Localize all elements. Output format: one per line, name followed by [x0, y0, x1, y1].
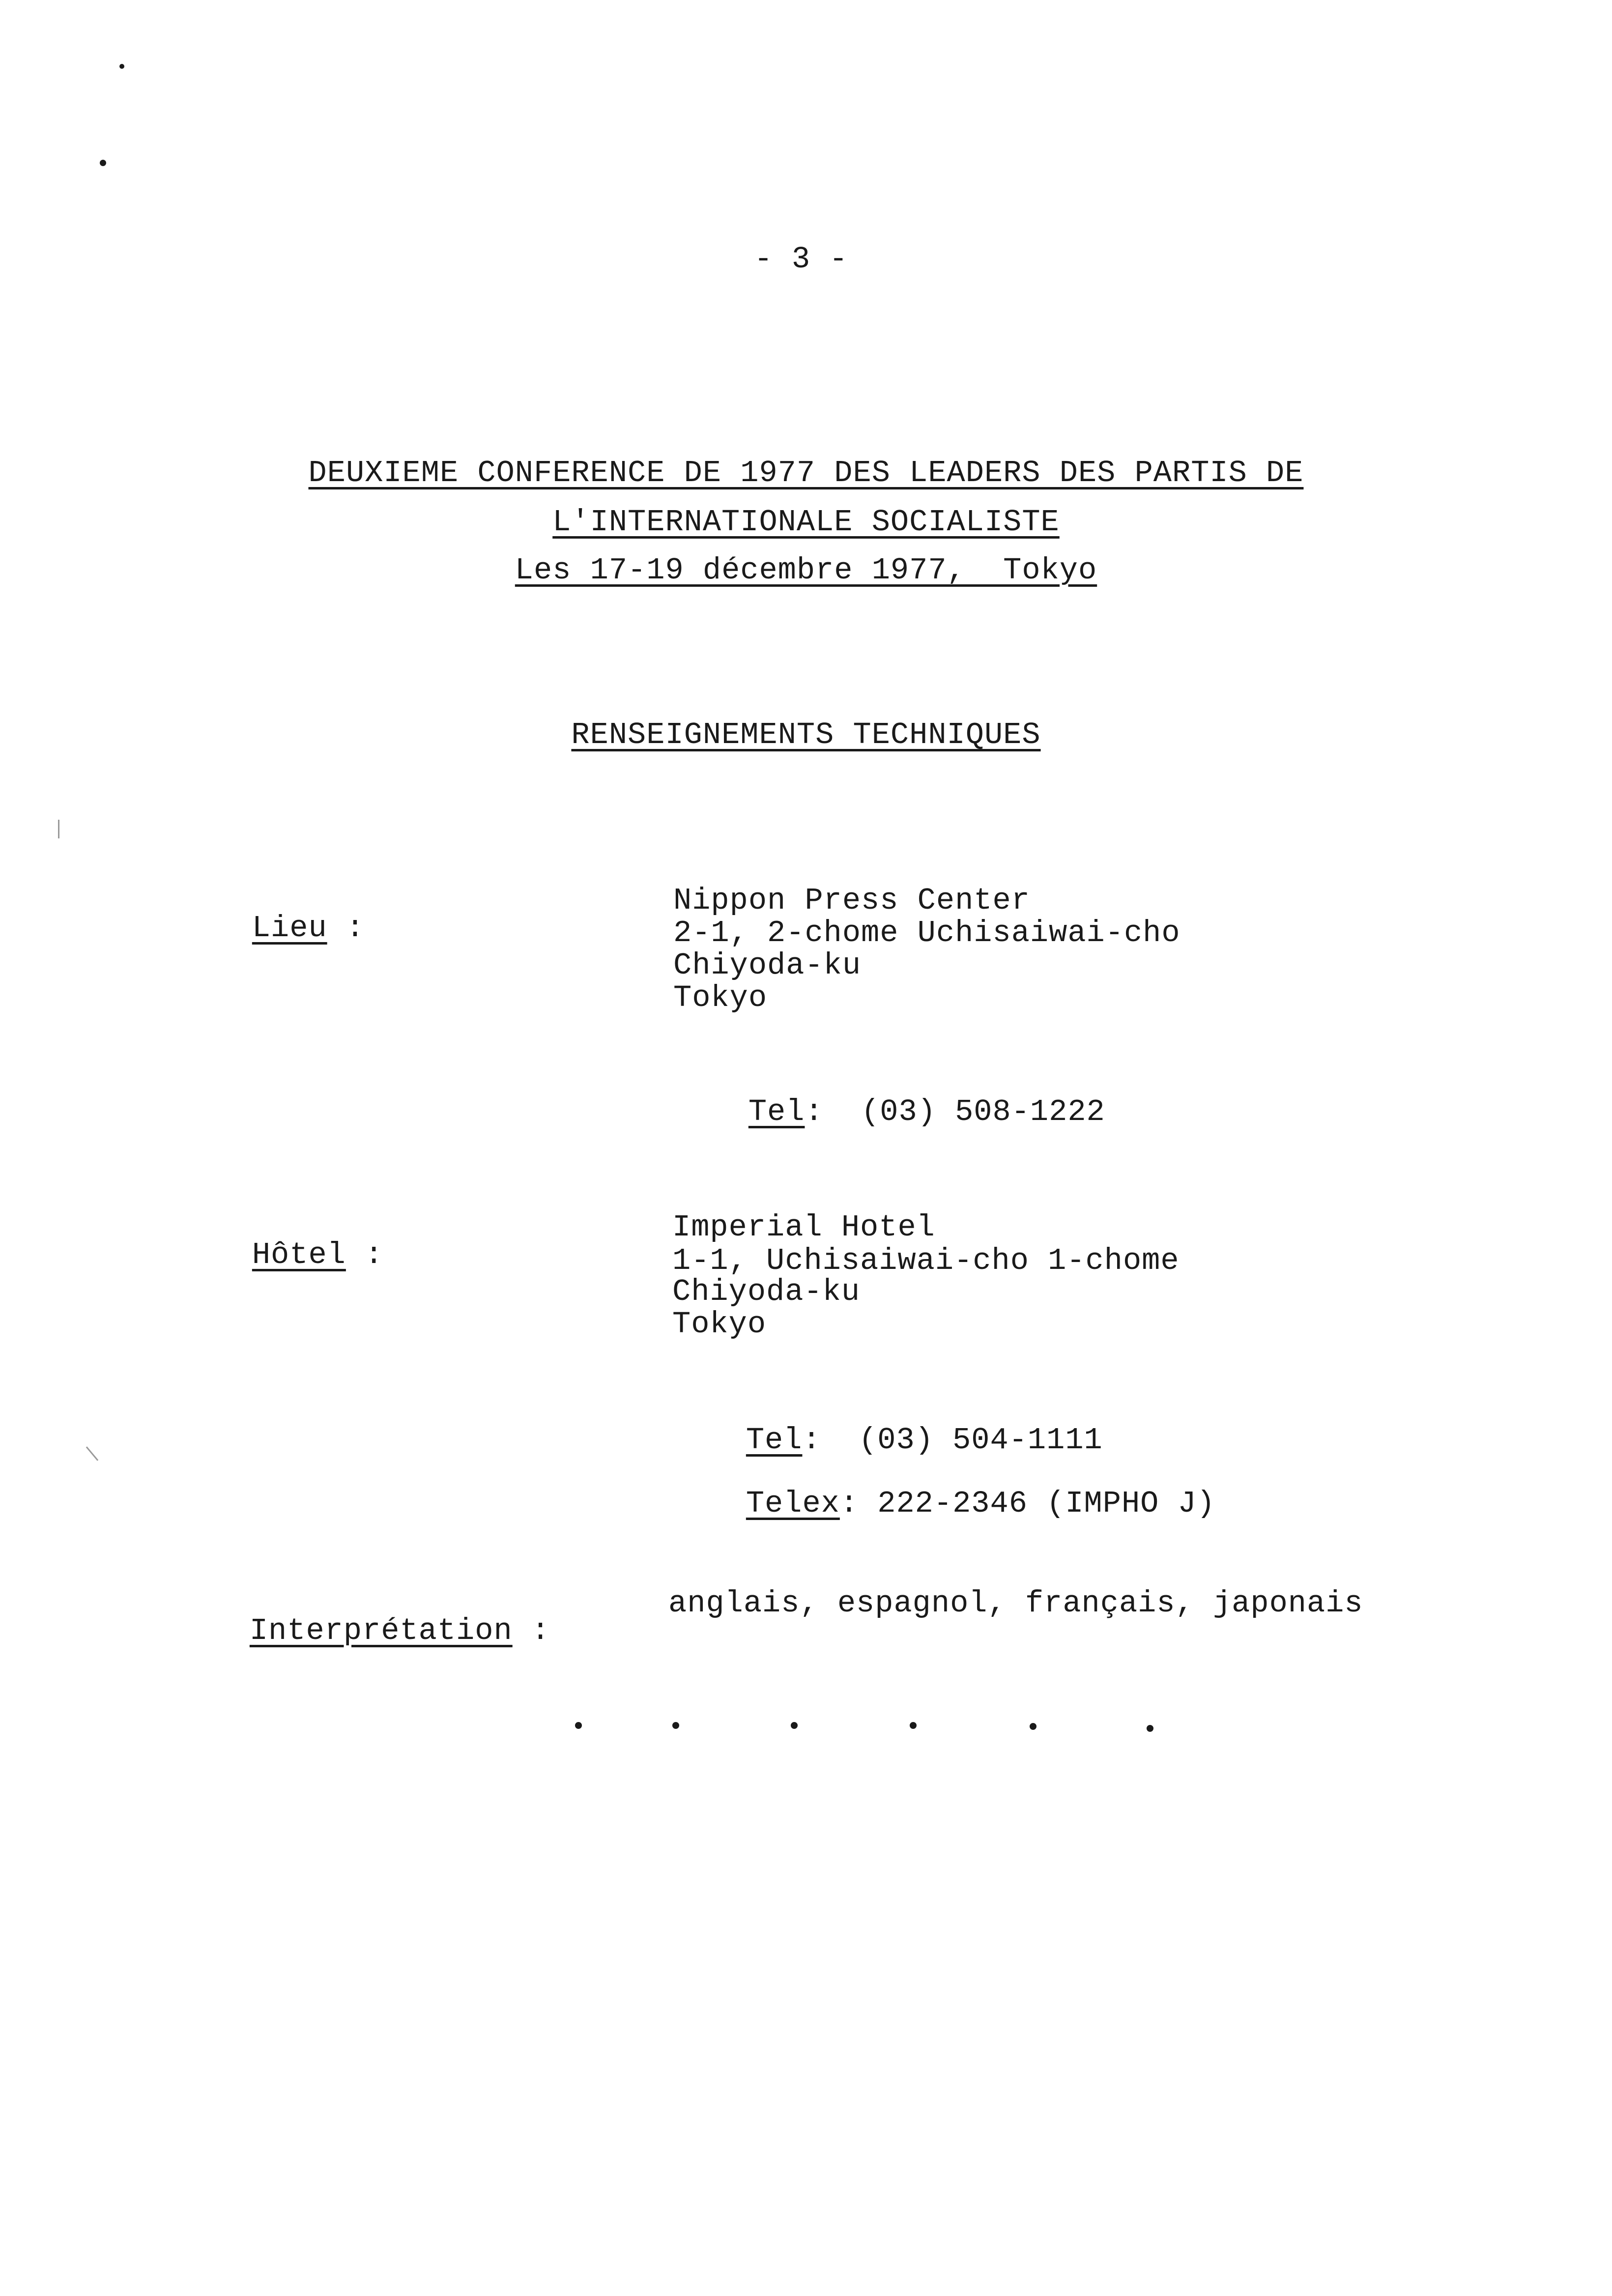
interpretation-languages: anglais, espagnol, français, japonais — [668, 1586, 1363, 1621]
lieu-label: Lieu — [252, 911, 327, 946]
closing-dot — [910, 1722, 917, 1729]
hotel-telex — [671, 1455, 1215, 1552]
hotel-address-line: Tokyo — [672, 1307, 767, 1342]
hotel-label-group — [177, 1206, 383, 1304]
interpretation-label: Interprétation — [249, 1613, 513, 1648]
lieu-tel — [673, 1063, 1105, 1161]
hotel-colon: : — [365, 1237, 384, 1272]
stray-dot — [119, 64, 124, 69]
lieu-tel-label: Tel — [748, 1094, 805, 1129]
conference-dates: Les 17-19 décembre 1977, Tokyo — [515, 553, 1097, 588]
hotel-address-line: Chiyoda-ku — [672, 1274, 861, 1309]
hotel-telex-label: Telex — [746, 1486, 840, 1521]
interpretation-colon: : — [531, 1613, 550, 1648]
closing-dot — [672, 1722, 679, 1729]
lieu-tel-value: : (03) 508-1222 — [805, 1094, 1105, 1129]
hotel-tel-value: : (03) 504-1111 — [802, 1423, 1103, 1458]
lieu-address-line: 2-1, 2-chome Uchisaiwai-cho — [673, 916, 1180, 950]
lieu-colon: : — [345, 911, 365, 946]
conference-title-line-2: L'INTERNATIONALE SOCIALISTE — [552, 505, 1060, 540]
lieu-address-line: Tokyo — [673, 980, 768, 1015]
margin-mark — [86, 1446, 98, 1461]
interpretation-label-group — [174, 1582, 550, 1680]
hotel-telex-value: : 222-2346 (IMPHO J) — [839, 1486, 1215, 1521]
conference-title-line-1: DEUXIEME CONFERENCE DE 1977 DES LEADERS DES PARTIS DE — [308, 456, 1304, 490]
hotel-tel-label: Tel — [746, 1423, 803, 1458]
section-title: RENSEIGNEMENTS TECHNIQUES — [571, 718, 1041, 752]
lieu-address-line: Chiyoda-ku — [673, 948, 862, 983]
page-number: - 3 - — [754, 242, 848, 277]
lieu-label-group — [177, 880, 365, 977]
lieu-address-line: Nippon Press Center — [673, 883, 1030, 918]
closing-dot — [575, 1722, 582, 1729]
hotel-address-line: Imperial Hotel — [672, 1210, 935, 1245]
closing-dot — [1147, 1725, 1153, 1732]
closing-dot — [791, 1722, 798, 1729]
closing-dot — [1030, 1723, 1036, 1730]
hotel-address-line: 1-1, Uchisaiwai-cho 1-chome — [672, 1243, 1180, 1278]
hotel-label: Hôtel — [252, 1237, 346, 1272]
stray-dot — [100, 160, 106, 166]
margin-mark — [58, 820, 59, 838]
